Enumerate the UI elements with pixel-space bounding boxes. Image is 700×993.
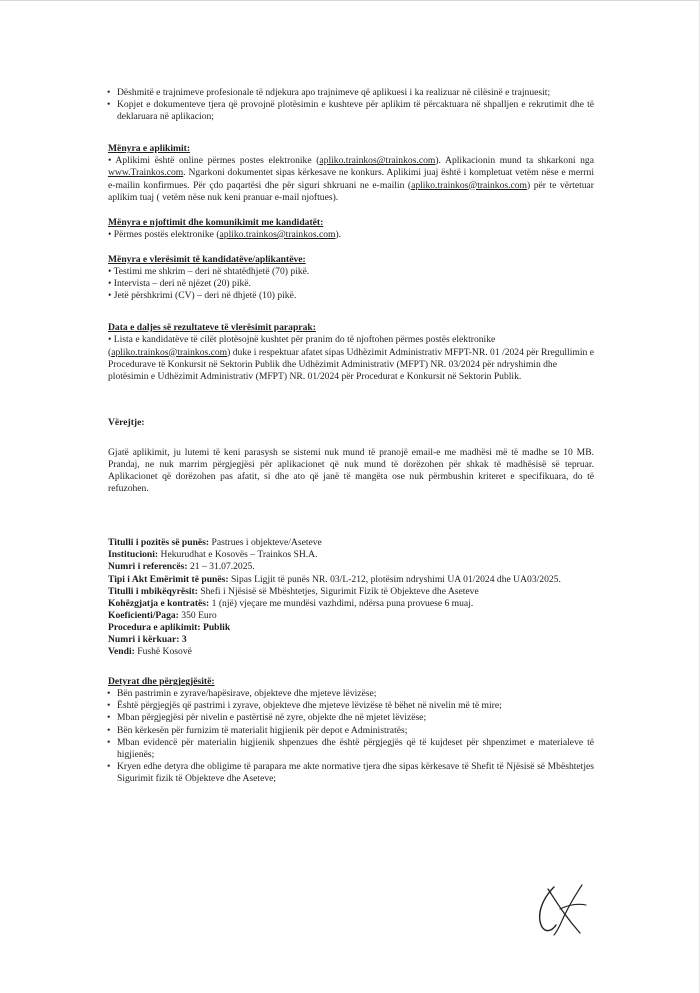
- application-method-section: [108, 143, 594, 203]
- list-item: • Jetë përshkrimi (CV) – deri në dhjetë (10) pikë.: [108, 290, 297, 302]
- reference-label: Numri i referencës:: [108, 561, 188, 573]
- count-value: 3: [179, 634, 187, 645]
- results-text: [108, 334, 594, 382]
- reference-value: 21 – 31.07.2025.: [187, 561, 255, 573]
- act-label: Tipi i Akt Emërimit të punës:: [108, 573, 229, 585]
- text-fragment: ).: [335, 228, 342, 240]
- position-title-row: [108, 537, 594, 549]
- evaluation-list: [108, 266, 594, 302]
- text-fragment: • Përmes postës elektronike (: [108, 228, 220, 240]
- duration-label: Kohëzgjatja e kontratës:: [108, 597, 210, 609]
- duties-heading: Detyrat dhe përgjegjësitë:: [108, 676, 215, 688]
- procedure-value: Publik: [200, 621, 231, 633]
- text-fragment: • Lista e kandidatëve të cilët plotësojnë kushtet për pranim do të njoftohen përmes postës elektronike (: [108, 334, 496, 358]
- duties-list: [108, 688, 594, 785]
- results-heading: Data e daljes së rezultateve të vlerësimit paraprak:: [108, 322, 316, 334]
- evaluation-section: [108, 254, 594, 302]
- text-fragment: . Ngarkoni dokumentet sipas kërkesave ne konkurs. Aplikimi juaj është i kompletuat vetëm nëse e merrni e-mailin konfirmues. Për çdo paqartësi dhe për siguri shkruani ne e-mailin (: [108, 167, 594, 191]
- reference-row: [108, 561, 594, 573]
- act-row: [108, 574, 594, 586]
- institution-label: Institucioni:: [108, 549, 159, 561]
- email-link[interactable]: apliko.trainkos@trainkos.com: [219, 228, 336, 240]
- remark-text: Gjatë aplikimit, ju lutemi të keni parasysh se sistemi nuk mund të pranojë email-e me madhësi më të madhe se 10 MB. Prandaj, ne nuk marrim përgjegjësi për aplikacionet që nuk mund të dorëzohen për shkak të madhësisë së tepruar. Aplikacionet që dorëzohen pas afatit, si dhe ato që janë të mangëta ose nuk përmbushin kriteret e specifikuara, do të refuzohen.: [108, 446, 594, 495]
- procedure-label: Procedura e aplikimit:: [108, 621, 201, 633]
- list-item: • Dëshmitë e trajnimeve profesionale të ndjekura apo trajnimeve që aplikuesi i ka realizuar në cilësinë e trajnuesit;: [108, 87, 594, 99]
- supervisor-value: Shefi i Njësisë së Mbështetjes, Sigurimit Fizik të Objekteve dhe Aseteve: [197, 585, 479, 597]
- text-fragment: ) duke i respektuar afatet sipas Udhëzimit Administrativ MFPT-NR. 01 /2024 për Rregullimin e Procedurave të Konkursit në Sektorin Publik dhe Udhëzimit Administrativ (MFPT) NR. 03/2024 për ndryshimin dhe plotësimin e Udhëzimit Administrativ (MFPT) NR. 01/2024 për Procedurat e Konkursit në Sektorin Publik.: [108, 346, 594, 382]
- handwritten-signature-icon: [534, 881, 590, 937]
- remark-section: [108, 417, 594, 495]
- count-row: [108, 634, 594, 646]
- duties-section: [108, 676, 594, 785]
- list-item: • Intervista – deri në njëzet (20) pikë.: [108, 278, 251, 290]
- remark-heading: Vërejtje:: [108, 416, 145, 428]
- location-value: Fushë Kosovë: [134, 646, 192, 658]
- results-section: [108, 322, 594, 382]
- email-link[interactable]: apliko.trainkos@trainkos.com: [411, 179, 528, 191]
- application-method-heading: Mënyra e aplikimit:: [108, 143, 191, 155]
- website-link[interactable]: www.Trainkos.com: [108, 167, 184, 179]
- duration-row: [108, 598, 594, 610]
- count-label: Numri i kërkuar:: [108, 634, 180, 645]
- act-value: Sipas Ligjit të punës NR. 03/L-212, plotësim ndryshimi UA 01/2024 dhe UA03/2025.: [228, 573, 561, 585]
- notification-heading: Mënyra e njoftimit dhe komunikimit me kandidatët:: [108, 216, 324, 228]
- top-bullet-list: [108, 87, 594, 123]
- supervisor-label: Titulli i mbikëqyrësit:: [108, 585, 198, 597]
- salary-row: [108, 610, 594, 622]
- list-item: • Kryen edhe detyra dhe obligime të parapara me akte normative tjera dhe sipas kërkesave të Shefit të Njësisë së Mbështetjes Sigurimit fizik të Objekteve dhe Aseteve;: [108, 761, 594, 785]
- position-details: [108, 537, 594, 658]
- list-item: • Mban përgjegjësi për nivelin e pastërtisë në zyre, objekte dhe në mjetet lëvizëse;: [108, 712, 594, 724]
- supervisor-row: [108, 586, 594, 598]
- salary-value: 350 Euro: [178, 609, 217, 621]
- institution-value: Hekurudhat e Kosovës – Trainkos SH.A.: [158, 549, 318, 561]
- text-fragment: • Aplikimi është online përmes postes elektronike (: [108, 155, 320, 167]
- email-link[interactable]: apliko.trainkos@trainkos.com: [111, 346, 228, 358]
- list-item: • Mban evidencë për materialin higjienik shpenzues dhe është përgjegjës që të kujdeset për shpenzimet e materialeve të higjienës;: [108, 737, 594, 761]
- list-item: • Është përgjegjës që pastrimi i zyrave, objekteve dhe mjeteve lëvizëse të bëhet në nivelin më të mire;: [108, 700, 594, 712]
- text-fragment: ) për te vërtetuar aplikim tuaj ( vetëm nëse nuk keni pranuar e-mail njoftues).: [108, 179, 594, 203]
- list-item: • Testimi me shkrim – deri në shtatëdhjetë (70) pikë.: [108, 266, 310, 278]
- list-item: • Kopjet e dokumenteve tjera që provojnë plotësimin e kushteve për aplikim të përcaktuara në shpalljen e rekrutimit dhe të deklaruara në aplikacion;: [108, 99, 594, 123]
- duration-value: 1 (një) vjeçare me mundësi vazhdimi, ndërsa puna provuese 6 muaj.: [209, 597, 474, 609]
- text-fragment: ). Aplikacionin mund ta shkarkoni nga: [435, 155, 594, 167]
- evaluation-heading: Mënyra e vlerësimit të kandidatëve/aplikantëve:: [108, 253, 306, 265]
- location-row: [108, 646, 594, 658]
- email-link[interactable]: apliko.trainkos@trainkos.com: [319, 155, 436, 167]
- document-content: [108, 87, 594, 785]
- list-item: • Bën pastrimin e zyrave/hapësirave, objekteve dhe mjeteve lëvizëse;: [108, 688, 594, 700]
- salary-label: Koeficienti/Paga:: [108, 609, 179, 621]
- list-item: • Bën kërkesën për furnizim të materialit higjienik për depot e Administratës;: [108, 725, 594, 737]
- notification-text: [108, 229, 594, 241]
- location-label: Vendi:: [108, 646, 135, 658]
- position-title-value: Pastrues i objekteve/Aseteve: [209, 537, 322, 549]
- position-title-label: Titulli i pozitës së punës:: [108, 537, 210, 549]
- procedure-row: [108, 622, 594, 634]
- application-method-text: [108, 155, 594, 203]
- institution-row: [108, 549, 594, 561]
- notification-section: [108, 217, 594, 241]
